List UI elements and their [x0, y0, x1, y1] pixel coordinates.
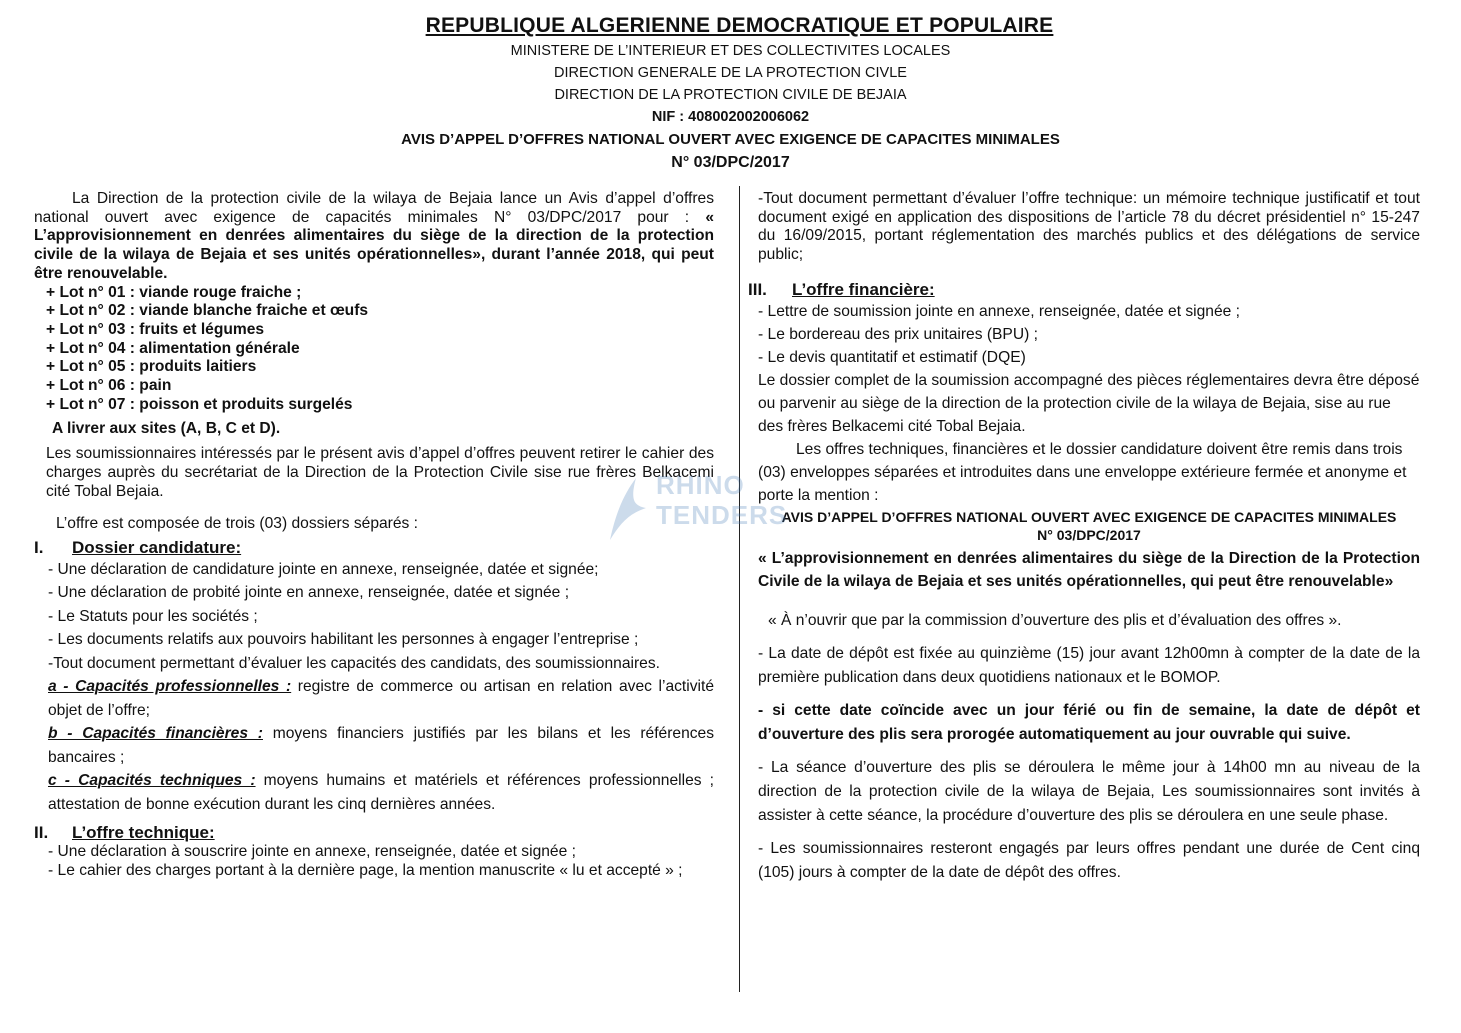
watermark-line: TENDERS: [656, 500, 788, 530]
direction-bejaia-line: DIRECTION DE LA PROTECTION CIVILE DE BEJAIA: [554, 87, 907, 103]
lot-item: + Lot n° 06 : pain: [46, 377, 172, 395]
list-item: - Lettre de soumission jointe en annexe, renseignée, datée et signée ;: [758, 302, 1240, 320]
list-item: - Une déclaration de probité jointe en annexe, renseignée, datée et signée ;: [48, 584, 570, 602]
jour-ferie-paragraph: - si cette date coïncide avec un jour férié ou fin de semaine, la date de dépôt et d’ouverture des plis sera prorogée automatiquement au jour ouvrable qui suive.: [758, 701, 1420, 743]
section-number: I.: [34, 537, 44, 557]
avis-title: AVIS D’APPEL D’OFFRES NATIONAL OUVERT AVEC EXIGENCE DE CAPACITES MINIMALES: [401, 131, 1060, 148]
nif-line: NIF : 408002002006062: [651, 109, 810, 125]
capacity-professional: [48, 675, 714, 722]
capacity-label: c - Capacités techniques :: [48, 772, 256, 790]
lot-item: + Lot n° 02 : viande blanche fraiche et œufs: [46, 302, 369, 320]
engagement-paragraph: - Les soumissionnaires resteront engagés par leurs offres pendant une durée de Cent cinq (105) jours à compter de la date de dépôt des offres.: [758, 839, 1420, 881]
notice-header: [0, 14, 1461, 175]
capacity-text: moyens financiers justifiés par les bilans et les références bancaires ;: [48, 725, 715, 766]
section-number: III.: [748, 279, 767, 299]
list-item: - Une déclaration à souscrire jointe en annexe, renseignée, datée et signée ;: [48, 842, 576, 860]
capacity-label: b - Capacités financières :: [48, 725, 263, 743]
right-column: [748, 190, 1420, 885]
candidature-items: [48, 558, 714, 817]
list-item: - Le bordereau des prix unitaires (BPU) ;: [758, 325, 1038, 343]
capacity-label: a - Capacités professionnelles :: [48, 678, 292, 696]
lots-list: [46, 284, 714, 415]
section-title: L’offre financière:: [792, 279, 935, 299]
column-divider: [739, 186, 740, 992]
list-item: - Le cahier des charges portant à la dernière page, la mention manuscrite « lu et accepté » ;: [48, 861, 683, 879]
tech-document-paragraph: -Tout document permettant d’évaluer l’offre technique: un mémoire technique justificatif et tout document exigé en application des dispositions de l’article 78 du décret présidentiel n° 15-247 du 16/09/2015, portant réglementation des marchés publics et des délégations de service public;: [758, 190, 1420, 264]
section-number: II.: [34, 823, 49, 843]
list-item: - Le devis quantitatif et estimatif (DQE): [758, 348, 1026, 366]
watermark-line: RHINO: [656, 470, 745, 500]
capacity-technical: [48, 769, 714, 816]
direction-generale-line: DIRECTION GENERALE DE LA PROTECTION CIVLE: [554, 65, 907, 81]
lot-item: + Lot n° 04 : alimentation générale: [46, 339, 300, 357]
left-column: [34, 190, 714, 880]
intro-paragraph: [34, 190, 714, 284]
offres-paragraph: Les offres techniques, financières et le dossier candidature doivent être remis dans trois (03) enveloppes séparées et introduites dans une enveloppe extérieure fermée et anonyme et porte la mention :: [758, 440, 1407, 504]
sites-line: A livrer aux sites (A, B, C et D).: [52, 420, 281, 438]
mention-avis: AVIS D’APPEL D’OFFRES NATIONAL OUVERT AVEC EXIGENCE DE CAPACITES MINIMALES: [781, 508, 1397, 525]
financiere-items: [758, 300, 1420, 507]
list-item: - Les documents relatifs aux pouvoirs habilitant les personnes à engager l’entreprise ;: [48, 631, 639, 649]
section-title: Dossier candidature:: [72, 537, 242, 557]
lot-item: + Lot n° 07 : poisson et produits surgelés: [46, 395, 353, 413]
lot-item: + Lot n° 03 : fruits et légumes: [46, 320, 265, 338]
intro-text: La Direction de la protection civile de la wilaya de Bejaia lance un Avis d’appel d’offres national ouvert avec exigence de capacités minimales N° 03/DPC/2017 pour :: [34, 190, 714, 226]
list-item: -Tout document permettant d’évaluer les capacités des candidats, des soumissionnaires.: [48, 654, 660, 672]
avis-number: N° 03/DPC/2017: [671, 154, 790, 171]
section-title: L’offre technique:: [72, 823, 215, 843]
technique-items: [48, 843, 714, 880]
mention-object: « L’approvisionnement en denrées alimentaires du siège de la Direction de la Protection Civile de la wilaya de Bejaia et ses unités opérationnelles, qui peut être renouvelable»: [758, 549, 1420, 590]
dossier-paragraph: Le dossier complet de la soumission accompagné des pièces réglementaires devra être déposé ou parvenir au siège de la direction de la protection civile de la wilaya de Bejaia, sise au rue des frères Belkacemi cité Tobal Bejaia.: [758, 371, 1420, 435]
mention-number: N° 03/DPC/2017: [1037, 527, 1141, 544]
section-dossier-candidature: [34, 539, 714, 558]
seance-paragraph: - La séance d’ouverture des plis se déroulera le même jour à 14h00 mn au niveau de la direction de la protection civile de la wilaya de Bejaia, Les soumissionnaires sont invités à assister à cette séance, la procédure d’ouverture des plis se déroulera en une seule phase.: [758, 758, 1420, 824]
ouvrir-paragraph: « À n’ouvrir que par la commission d’ouverture des plis et d’évaluation des offres ».: [768, 611, 1342, 629]
date-depot-paragraph: - La date de dépôt est fixée au quinzième (15) jour avant 12h00mn à compter de la date de la première publication dans deux quotidiens nationaux et le BOMOP.: [758, 644, 1420, 686]
offre-intro: L’offre est composée de trois (03) dossiers séparés :: [56, 515, 419, 533]
capacity-financial: [48, 722, 714, 769]
intro-object: « L’approvisionnement en denrées alimentaires du siège de la direction de la protection civile de la wilaya de Bejaia et ses unités opérationnelles», durant l’année 2018, qui peut être renouvelable.: [34, 208, 714, 282]
section-offre-technique: [34, 824, 714, 843]
capacity-text: moyens humains et matériels et références professionnelles ; attestation de bonne exécution durant les cinq dernières années.: [48, 772, 714, 813]
lot-item: + Lot n° 01 : viande rouge fraiche ;: [46, 283, 302, 301]
republic-title: REPUBLIQUE ALGERIENNE DEMOCRATIQUE ET POPULAIRE: [425, 14, 1054, 37]
list-item: - Le Statuts pour les sociétés ;: [48, 607, 258, 625]
ministry-line: MINISTERE DE L’INTERIEUR ET DES COLLECTIVITES LOCALES: [510, 43, 951, 59]
section-offre-financiere: [748, 281, 1420, 300]
list-item: - Une déclaration de candidature jointe en annexe, renseignée, datée et signée;: [48, 560, 599, 578]
lot-item: + Lot n° 05 : produits laitiers: [46, 358, 257, 376]
retrait-paragraph: Les soumissionnaires intéressés par le présent avis d’appel d’offres peuvent retirer le cahier des charges auprès du secrétariat de la Direction de la Protection Civile sise rue frères Belkacemi cité Tobal Bejaia.: [46, 445, 714, 500]
capacity-text: registre de commerce ou artisan en relation avec l’activité objet de l’offre;: [48, 678, 714, 719]
